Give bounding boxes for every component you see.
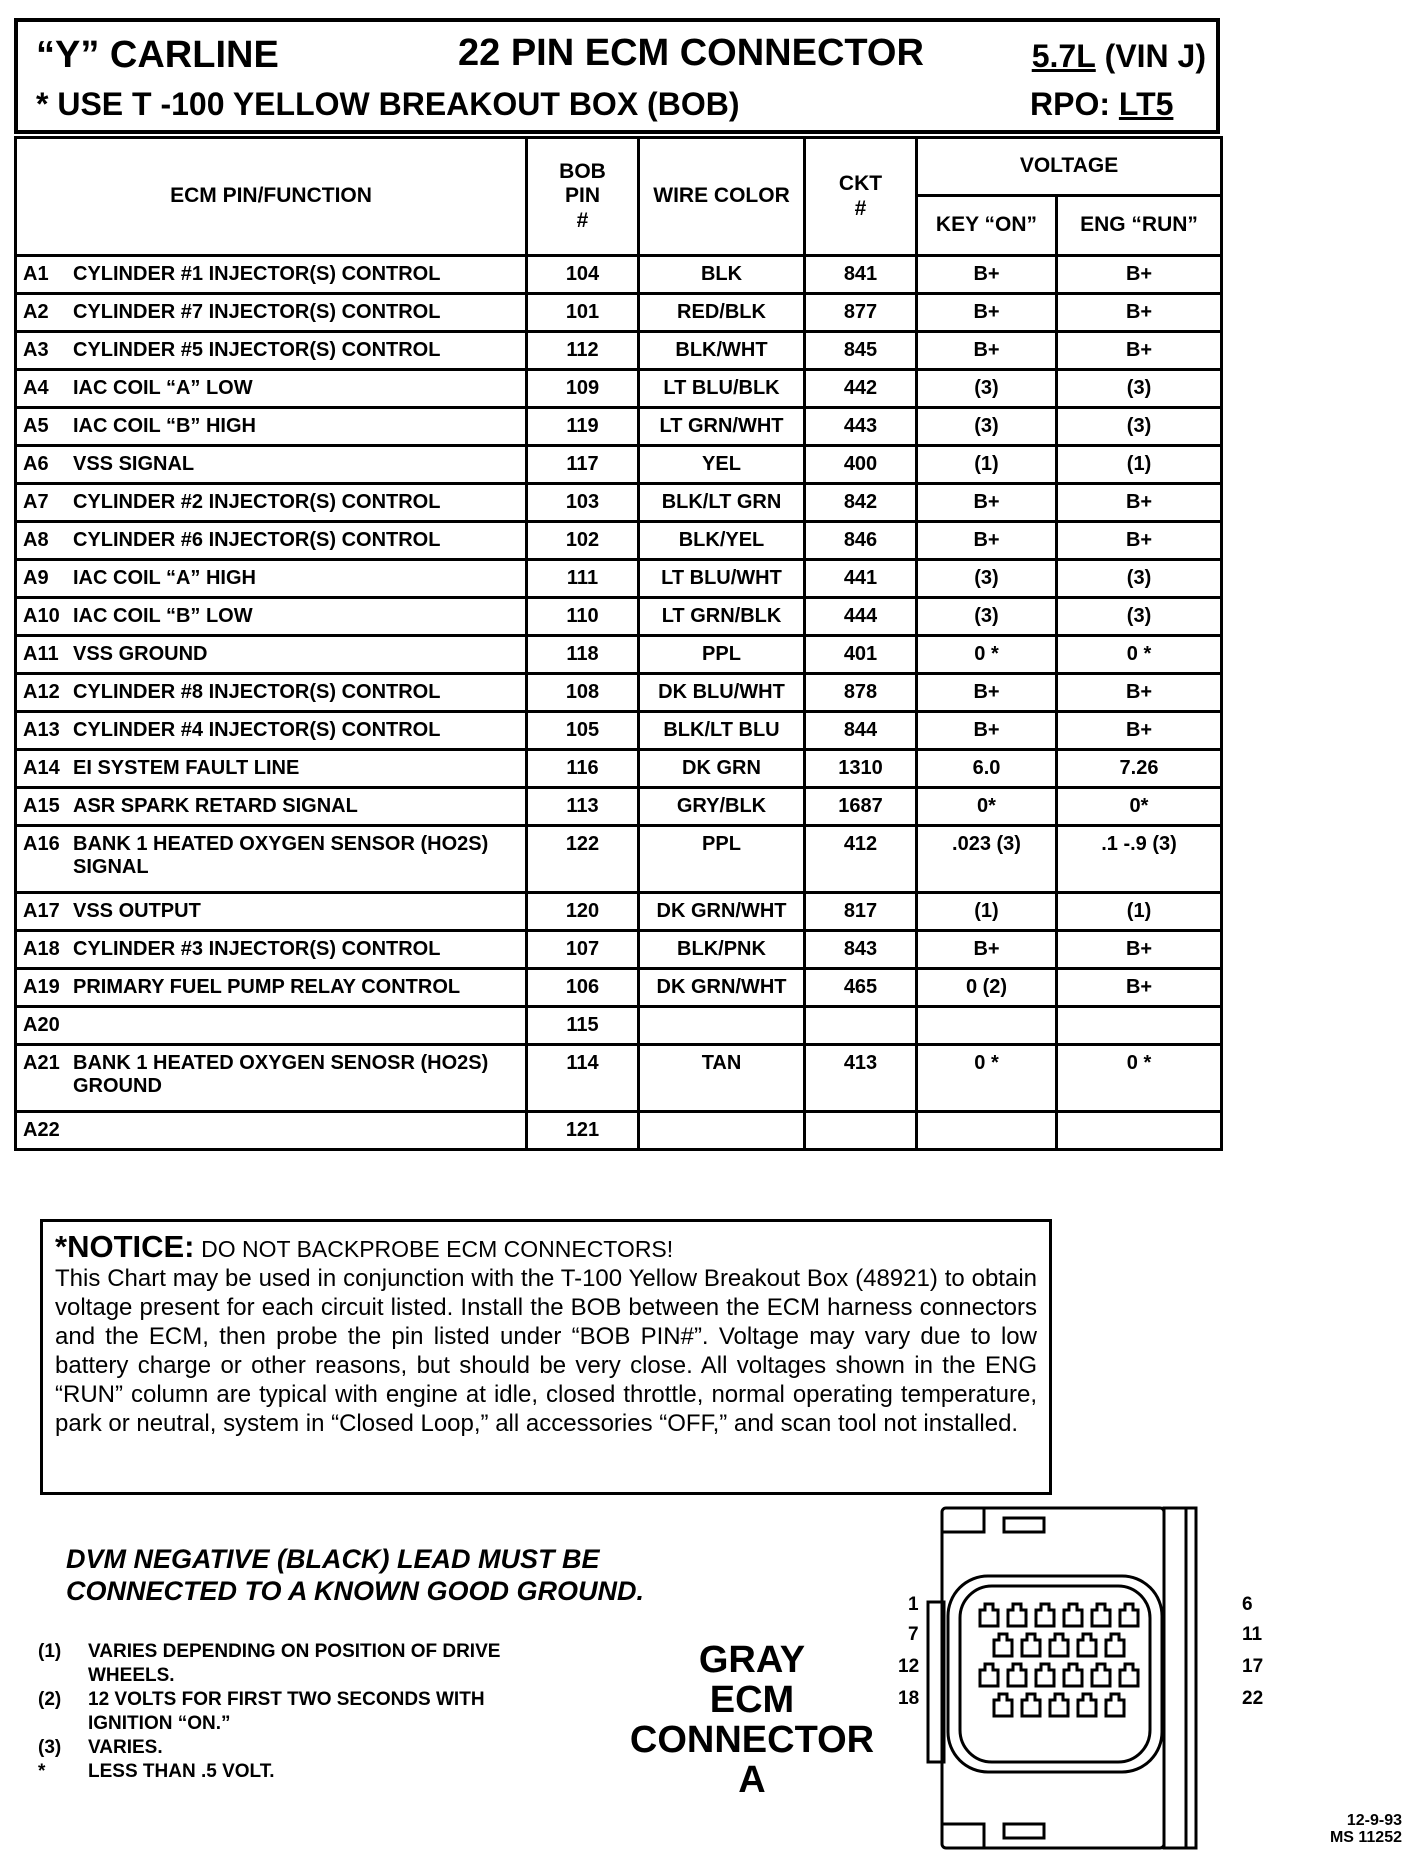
pin-number-label: 6 (1242, 1594, 1253, 1615)
wire-color-cell: BLK/WHT (639, 332, 805, 370)
header-voltage: VOLTAGE (917, 138, 1222, 196)
pin-row (16, 788, 1222, 826)
connector-pin-terminal (994, 1694, 1012, 1716)
pin-function: VSS GROUND (73, 643, 208, 665)
footnote-text: VARIES DEPENDING ON POSITION OF DRIVE WHEELS. (88, 1641, 501, 1686)
footnote-key: (2) (38, 1689, 62, 1710)
wire-color-cell: DK GRN/WHT (639, 893, 805, 931)
ckt-cell: 878 (805, 674, 917, 712)
pin-function-cell (16, 826, 527, 893)
pin-function: IAC COIL “A” LOW (73, 377, 253, 399)
bob-pin-cell: 105 (527, 712, 639, 750)
ckt-cell: 413 (805, 1045, 917, 1112)
pin-row (16, 1112, 1222, 1150)
key-on-voltage-cell: B+ (917, 294, 1057, 332)
wire-color-cell: DK BLU/WHT (639, 674, 805, 712)
wire-color-cell: LT GRN/BLK (639, 598, 805, 636)
pin-function: IAC COIL “B” HIGH (73, 415, 256, 437)
eng-run-voltage-cell: (3) (1057, 370, 1222, 408)
connector-pin-terminal (1106, 1694, 1124, 1716)
pin-function: IAC COIL “A” HIGH (73, 567, 256, 589)
pin-row (16, 522, 1222, 560)
bob-pin-cell: 104 (527, 256, 639, 294)
pin-function: ASR SPARK RETARD SIGNAL (73, 795, 358, 817)
pin-id: A20 (23, 1014, 60, 1036)
pin-id: A15 (23, 795, 60, 817)
footnote-key: * (38, 1761, 46, 1782)
pin-function-cell (16, 522, 527, 560)
ckt-cell: 877 (805, 294, 917, 332)
pin-row (16, 256, 1222, 294)
key-on-voltage-cell: 0 * (917, 1045, 1057, 1112)
header-key-on: KEY “ON” (917, 196, 1057, 256)
connector-pin-terminal (1078, 1634, 1096, 1656)
notice-body: This Chart may be used in conjunction with the T-100 Yellow Breakout Box (48921) to obtain voltage present for each circuit listed. Install the BOB between the ECM harness connectors and the ECM, then probe the pin listed under “BOB PIN#”. Voltage may vary due to low battery charge or other reasons, but should be very close. All voltages shown in the ENG “RUN” column are typical with engine at idle, closed throttle, normal operating temperature, park or neutral, system in “Closed Loop,” all accessories “OFF,” and scan tool not installed. (55, 1265, 1037, 1437)
pin-id: A21 (23, 1052, 60, 1074)
pin-function-cell (16, 788, 527, 826)
connector-pin-terminal (980, 1604, 998, 1626)
ckt-cell: 845 (805, 332, 917, 370)
notice-box (40, 1219, 1052, 1495)
connector-pin-terminal (1050, 1634, 1068, 1656)
pin-row (16, 332, 1222, 370)
bob-pin-cell: 114 (527, 1045, 639, 1112)
document-footer (1330, 1812, 1402, 1846)
connector-pin-terminal (1064, 1604, 1082, 1626)
footnote (38, 1760, 518, 1784)
eng-run-voltage-cell: (3) (1057, 408, 1222, 446)
pin-id: A16 (23, 833, 60, 855)
pin-function: PRIMARY FUEL PUMP RELAY CONTROL (73, 976, 461, 998)
ckt-cell: 465 (805, 969, 917, 1007)
connector-pin-terminal (1008, 1604, 1026, 1626)
key-on-voltage-cell (917, 1007, 1057, 1045)
key-on-voltage-cell: .023 (3) (917, 826, 1057, 893)
pin-number-label: 18 (898, 1688, 920, 1709)
dvm-note-line2: CONNECTED TO A KNOWN GOOD GROUND. (66, 1576, 644, 1606)
connector-pin-terminal (1036, 1664, 1054, 1686)
pin-id: A4 (23, 377, 49, 399)
eng-run-voltage-cell: (3) (1057, 560, 1222, 598)
pin-row (16, 826, 1222, 893)
ecm-connector-diagram (924, 1502, 1234, 1854)
vin-code: (VIN J) (1104, 38, 1206, 74)
eng-run-voltage-cell: B+ (1057, 712, 1222, 750)
pin-id: A6 (23, 453, 49, 475)
wire-color-cell: DK GRN (639, 750, 805, 788)
connector-pin-terminal (1008, 1664, 1026, 1686)
connector-pin-terminal (1078, 1694, 1096, 1716)
connector-label (612, 1640, 892, 1800)
pin-id: A2 (23, 301, 49, 323)
pin-row (16, 674, 1222, 712)
header-bob-line2: PIN (564, 184, 600, 208)
pin-function: CYLINDER #7 INJECTOR(S) CONTROL (73, 301, 441, 323)
wire-color-cell: BLK/YEL (639, 522, 805, 560)
pin-function-cell (16, 294, 527, 332)
pin-function: CYLINDER #1 INJECTOR(S) CONTROL (73, 263, 441, 285)
footnote-text: LESS THAN .5 VOLT. (88, 1761, 275, 1782)
eng-run-voltage-cell: B+ (1057, 522, 1222, 560)
chart-header (14, 18, 1220, 134)
key-on-voltage-cell: B+ (917, 484, 1057, 522)
pin-function: VSS SIGNAL (73, 453, 195, 475)
header-wire-color: WIRE COLOR (639, 138, 805, 256)
key-on-voltage-cell: 6.0 (917, 750, 1057, 788)
footer-ref: MS 11252 (1329, 1829, 1402, 1846)
header-eng-run: ENG “RUN” (1057, 196, 1222, 256)
pin-function: CYLINDER #3 INJECTOR(S) CONTROL (73, 938, 441, 960)
pin-number-label: 12 (898, 1656, 920, 1677)
ckt-cell: 441 (805, 560, 917, 598)
bob-pin-cell: 107 (527, 931, 639, 969)
footer-date: 12-9-93 (1346, 1812, 1402, 1829)
footnote (38, 1736, 518, 1760)
wire-color-cell (639, 1112, 805, 1150)
connector-label-line3: CONNECTOR A (629, 1719, 875, 1801)
footnote (38, 1640, 518, 1688)
connector-corner-top (942, 1508, 984, 1532)
wire-color-cell: LT BLU/BLK (639, 370, 805, 408)
eng-run-voltage-cell: B+ (1057, 256, 1222, 294)
bob-pin-cell: 102 (527, 522, 639, 560)
key-on-voltage-cell: (1) (917, 893, 1057, 931)
pin-row (16, 370, 1222, 408)
bob-pin-cell: 116 (527, 750, 639, 788)
connector-pin-terminal (1120, 1604, 1138, 1626)
wire-color-cell: BLK/LT GRN (639, 484, 805, 522)
pin-row (16, 750, 1222, 788)
connector-label-line2: ECM (709, 1679, 795, 1721)
pin-row (16, 1045, 1222, 1112)
key-on-voltage-cell: (3) (917, 408, 1057, 446)
eng-run-voltage-cell (1057, 1112, 1222, 1150)
pin-row (16, 408, 1222, 446)
bob-pin-cell: 120 (527, 893, 639, 931)
ckt-cell: 1687 (805, 788, 917, 826)
header-ckt (805, 138, 917, 256)
wire-color-cell: LT BLU/WHT (639, 560, 805, 598)
eng-run-voltage-cell: .1 -.9 (3) (1057, 826, 1222, 893)
ckt-cell (805, 1007, 917, 1045)
pin-function-cell (16, 408, 527, 446)
wire-color-cell: BLK/PNK (639, 931, 805, 969)
key-on-voltage-cell: B+ (917, 522, 1057, 560)
wire-color-cell: BLK (639, 256, 805, 294)
notice-subheading: DO NOT BACKPROBE ECM CONNECTORS! (201, 1236, 674, 1262)
notice-heading: *NOTICE: (55, 1229, 195, 1264)
wire-color-cell: BLK/LT BLU (639, 712, 805, 750)
pin-id: A10 (23, 605, 60, 627)
bob-pin-cell: 118 (527, 636, 639, 674)
pin-number-label: 7 (908, 1624, 919, 1645)
pin-function-cell (16, 598, 527, 636)
header-ckt-line1: CKT (838, 172, 883, 196)
pin-function: EI SYSTEM FAULT LINE (73, 757, 300, 779)
footnote-text: VARIES. (88, 1737, 163, 1758)
ckt-cell: 444 (805, 598, 917, 636)
eng-run-voltage-cell: (1) (1057, 893, 1222, 931)
key-on-voltage-cell: (3) (917, 560, 1057, 598)
eng-run-voltage-cell: 0* (1057, 788, 1222, 826)
connector-pin-terminal (1092, 1664, 1110, 1686)
connector-pin-terminal (980, 1664, 998, 1686)
key-on-voltage-cell: B+ (917, 332, 1057, 370)
ckt-cell: 844 (805, 712, 917, 750)
bob-pin-cell: 119 (527, 408, 639, 446)
key-on-voltage-cell: (3) (917, 598, 1057, 636)
pin-function-cell (16, 370, 527, 408)
ckt-cell: 443 (805, 408, 917, 446)
key-on-voltage-cell: 0 * (917, 636, 1057, 674)
eng-run-voltage-cell: B+ (1057, 294, 1222, 332)
bob-pin-cell: 106 (527, 969, 639, 1007)
ckt-cell: 412 (805, 826, 917, 893)
connector-pin-terminal (1022, 1634, 1040, 1656)
bob-pin-cell: 115 (527, 1007, 639, 1045)
connector-pin-terminal (994, 1634, 1012, 1656)
key-on-voltage-cell: 0* (917, 788, 1057, 826)
bob-pin-cell: 103 (527, 484, 639, 522)
eng-run-voltage-cell: B+ (1057, 332, 1222, 370)
eng-run-voltage-cell: 7.26 (1057, 750, 1222, 788)
pin-row (16, 893, 1222, 931)
pin-function-cell (16, 484, 527, 522)
dvm-note-line1: DVM NEGATIVE (BLACK) LEAD MUST BE (66, 1544, 600, 1574)
pin-row (16, 969, 1222, 1007)
pin-number-label: 22 (1242, 1688, 1264, 1709)
connector-key-top (1004, 1518, 1044, 1532)
wire-color-cell: PPL (639, 826, 805, 893)
eng-run-voltage-cell: B+ (1057, 931, 1222, 969)
bob-pin-cell: 111 (527, 560, 639, 598)
engine-size: 5.7L (1031, 38, 1096, 74)
pin-table (14, 136, 1223, 1151)
pin-row (16, 1007, 1222, 1045)
ckt-cell: 442 (805, 370, 917, 408)
pin-function-cell (16, 446, 527, 484)
connector-key-bottom (1004, 1824, 1044, 1838)
pin-row (16, 294, 1222, 332)
pin-function: CYLINDER #6 INJECTOR(S) CONTROL (73, 529, 441, 551)
key-on-voltage-cell: B+ (917, 931, 1057, 969)
footnote-key: (3) (38, 1737, 62, 1758)
eng-run-voltage-cell: 0 * (1057, 1045, 1222, 1112)
wire-color-cell: PPL (639, 636, 805, 674)
pin-row (16, 560, 1222, 598)
eng-run-voltage-cell: (3) (1057, 598, 1222, 636)
key-on-voltage-cell: 0 (2) (917, 969, 1057, 1007)
engine-spec (1032, 38, 1206, 75)
carline-title: “Y” CARLINE (36, 34, 279, 76)
pin-function-cell (16, 969, 527, 1007)
wire-color-cell: TAN (639, 1045, 805, 1112)
bob-instruction: * USE T -100 YELLOW BREAKOUT BOX (BOB) (36, 86, 740, 122)
key-on-voltage-cell: B+ (917, 674, 1057, 712)
pin-function-cell (16, 256, 527, 294)
rpo-code (1030, 86, 1173, 123)
wire-color-cell: GRY/BLK (639, 788, 805, 826)
footnote (38, 1688, 518, 1736)
pin-row (16, 484, 1222, 522)
bob-pin-cell: 112 (527, 332, 639, 370)
eng-run-voltage-cell (1057, 1007, 1222, 1045)
wire-color-cell (639, 1007, 805, 1045)
pin-row (16, 598, 1222, 636)
pin-function-cell (16, 893, 527, 931)
key-on-voltage-cell: (3) (917, 370, 1057, 408)
pin-function: BANK 1 HEATED OXYGEN SENSOR (HO2S) SIGNAL (73, 833, 489, 878)
header-ckt-line2: # (854, 196, 867, 220)
eng-run-voltage-cell: (1) (1057, 446, 1222, 484)
ckt-cell: 846 (805, 522, 917, 560)
pin-id: A12 (23, 681, 60, 703)
pin-function-cell (16, 636, 527, 674)
footnote-key: (1) (38, 1641, 62, 1662)
header-bob-line1: BOB (559, 160, 606, 184)
bob-pin-cell: 108 (527, 674, 639, 712)
connector-latch-right (1164, 1508, 1186, 1848)
footnote-text: 12 VOLTS FOR FIRST TWO SECONDS WITH IGNITION “ON.” (88, 1689, 485, 1734)
pin-function: VSS OUTPUT (73, 900, 201, 922)
ckt-cell: 817 (805, 893, 917, 931)
footnotes (38, 1640, 518, 1784)
pin-function: CYLINDER #4 INJECTOR(S) CONTROL (73, 719, 441, 741)
connector-title: 22 PIN ECM CONNECTOR (458, 32, 924, 74)
key-on-voltage-cell: B+ (917, 712, 1057, 750)
pin-function-cell (16, 1112, 527, 1150)
header-bob-pin (527, 138, 639, 256)
pin-function-cell (16, 560, 527, 598)
header-pin-function: ECM PIN/FUNCTION (16, 138, 527, 256)
pin-function: CYLINDER #2 INJECTOR(S) CONTROL (73, 491, 441, 513)
pin-function-cell (16, 712, 527, 750)
connector-pin-terminal (1022, 1694, 1040, 1716)
pin-number-label: 17 (1242, 1656, 1264, 1677)
pin-id: A11 (23, 643, 59, 665)
pin-id: A5 (23, 415, 49, 437)
pin-grid (980, 1604, 1138, 1716)
rpo-value: LT5 (1118, 86, 1174, 122)
pin-id: A3 (23, 339, 49, 361)
pin-function-cell (16, 750, 527, 788)
bob-pin-cell: 117 (527, 446, 639, 484)
wire-color-cell: DK GRN/WHT (639, 969, 805, 1007)
connector-pin-terminal (1036, 1604, 1054, 1626)
pin-function-cell (16, 931, 527, 969)
key-on-voltage-cell (917, 1112, 1057, 1150)
wire-color-cell: LT GRN/WHT (639, 408, 805, 446)
eng-run-voltage-cell: 0 * (1057, 636, 1222, 674)
pin-id: A1 (23, 263, 49, 285)
connector-pin-terminal (1092, 1604, 1110, 1626)
bob-pin-cell: 109 (527, 370, 639, 408)
pin-function-cell (16, 674, 527, 712)
pin-id: A17 (23, 900, 60, 922)
pin-id: A14 (23, 757, 60, 779)
pin-row (16, 712, 1222, 750)
wire-color-cell: YEL (639, 446, 805, 484)
ckt-cell: 842 (805, 484, 917, 522)
bob-pin-cell: 121 (527, 1112, 639, 1150)
bob-pin-cell: 113 (527, 788, 639, 826)
connector-pin-terminal (1106, 1634, 1124, 1656)
ckt-cell: 843 (805, 931, 917, 969)
pin-row (16, 636, 1222, 674)
connector-label-line1: GRAY (698, 1639, 806, 1681)
pin-function: IAC COIL “B” LOW (73, 605, 253, 627)
pin-id: A13 (23, 719, 60, 741)
eng-run-voltage-cell: B+ (1057, 969, 1222, 1007)
bob-pin-cell: 110 (527, 598, 639, 636)
pin-id: A18 (23, 938, 60, 960)
pin-id: A9 (23, 567, 49, 589)
rpo-label: RPO: (1030, 86, 1110, 122)
pin-function: CYLINDER #8 INJECTOR(S) CONTROL (73, 681, 441, 703)
pin-row (16, 446, 1222, 484)
key-on-voltage-cell: B+ (917, 256, 1057, 294)
pin-function: BANK 1 HEATED OXYGEN SENOSR (HO2S) GROUND (73, 1052, 489, 1097)
key-on-voltage-cell: (1) (917, 446, 1057, 484)
connector-corner-bottom (942, 1824, 984, 1848)
bob-pin-cell: 122 (527, 826, 639, 893)
pin-id: A7 (23, 491, 49, 513)
ckt-cell: 841 (805, 256, 917, 294)
connector-pin-terminal (1064, 1664, 1082, 1686)
pin-number-label: 1 (908, 1594, 919, 1615)
wire-color-cell: RED/BLK (639, 294, 805, 332)
pin-function-cell (16, 1007, 527, 1045)
connector-pin-terminal (1050, 1694, 1068, 1716)
pin-function-cell (16, 332, 527, 370)
pin-id: A8 (23, 529, 49, 551)
connector-latch-edge (1186, 1508, 1196, 1848)
ckt-cell: 401 (805, 636, 917, 674)
ckt-cell (805, 1112, 917, 1150)
ckt-cell: 1310 (805, 750, 917, 788)
dvm-note (66, 1543, 686, 1607)
header-bob-line3: # (576, 208, 589, 232)
eng-run-voltage-cell: B+ (1057, 484, 1222, 522)
ckt-cell: 400 (805, 446, 917, 484)
pin-id: A19 (23, 976, 60, 998)
pin-number-label: 11 (1242, 1624, 1263, 1645)
bob-pin-cell: 101 (527, 294, 639, 332)
pin-row (16, 931, 1222, 969)
connector-pin-terminal (1120, 1664, 1138, 1686)
eng-run-voltage-cell: B+ (1057, 674, 1222, 712)
pin-function-cell (16, 1045, 527, 1112)
pin-function: CYLINDER #5 INJECTOR(S) CONTROL (73, 339, 441, 361)
pin-id: A22 (23, 1119, 60, 1141)
